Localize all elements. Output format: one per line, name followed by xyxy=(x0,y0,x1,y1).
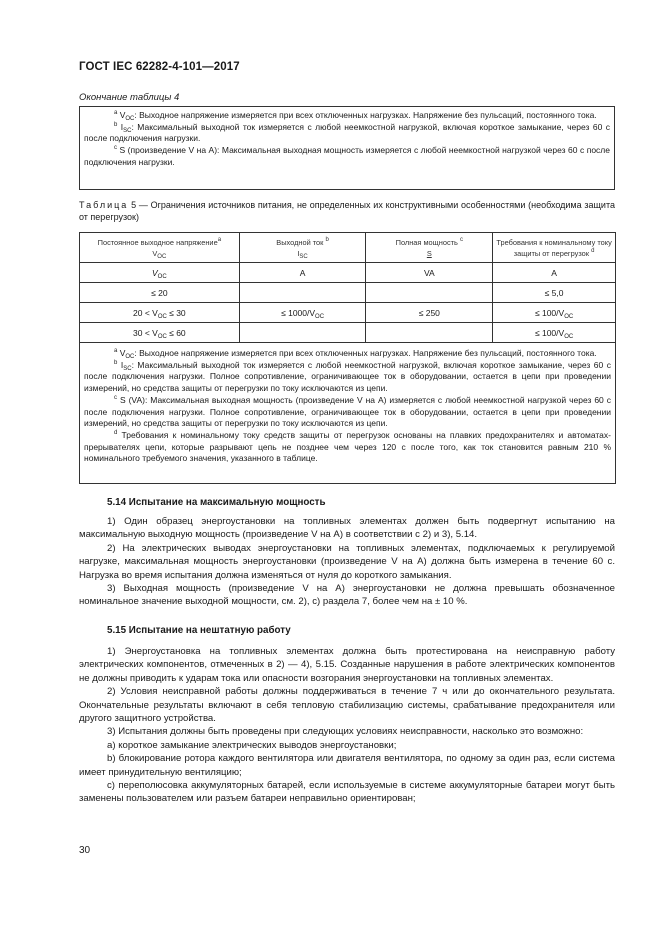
table4-footnote-c: $^c$ S (произведение V на А): Максимальная выходная мощность измеряется с любой неемкостной нагрузкой через 60 с после подключения нагрузки. xyxy=(84,145,610,167)
paragraph: 2) На электрических выводах энергоустановки на топливных элементах, подключаемых к регулируемой нагрузке, максимальная мощность энергоустановки (произведение V на А) должна быть измерена в течение 60 с. Нагрузка во время испытания должна изменяться от нуля до короткого замыкания. xyxy=(79,542,615,581)
table-cell: ≤ $1000/V_{OC}$ xyxy=(239,303,366,323)
table-cell: $V_{OC}$ xyxy=(80,263,240,283)
table-cell: ≤ 5,0 xyxy=(493,283,616,303)
list-item: a) короткое замыкание электрических выводов энергоустановки; xyxy=(107,739,397,751)
table5-header-row xyxy=(80,233,616,263)
table4-continuation-label: Окончание таблицы 4 xyxy=(79,92,180,103)
table5-header-power: Полная мощность $^c$ S xyxy=(366,233,493,263)
paragraph: 3) Выходная мощность (произведение V на А) энергоустановки не должна превышать обозначенное номинальное значение выходной мощности, см. 2), с) раздела 7, более чем на ± 10 %. xyxy=(79,583,615,608)
table5 xyxy=(79,232,616,343)
section-5-15 xyxy=(79,625,615,806)
table-row xyxy=(80,323,616,343)
table-cell: ≤ $100/V_{OC}$ xyxy=(493,303,616,323)
table5-header-voltage: Постоянное выходное напряжение$^a$ $V_{OC}$ xyxy=(80,233,240,263)
table-cell xyxy=(366,283,493,303)
table-cell xyxy=(239,323,366,343)
table-cell: ≤ 250 xyxy=(366,303,493,323)
table-cell: A xyxy=(239,263,366,283)
table5-footnote-c: $^c$ S (VA): Максимальная выходная мощность (произведение V на А) измеряется с любой неемкостной нагрузкой через 60 с после подключения нагрузки. Полное сопротивление, ограничивающее ток в оборудовании, остается в цепи при проведении измерений, но средства защиты от перегрузки по току исключаются из цепи. xyxy=(84,394,611,429)
list-item: b) блокирование ротора каждого вентилятора или двигателя вентилятора, по одному за один раз, если система имеет принудительную вентиляцию; xyxy=(79,753,615,778)
section-5-14-title: 5.14 Испытание на максимальную мощность xyxy=(107,497,326,508)
table4-footnotes xyxy=(79,106,615,190)
table4-footnote-a: $^a$ $V_{OC}$: Выходное напряжение измеряется при всех отключенных нагрузках. Напряжение без пульсаций, постоянного тока. xyxy=(114,110,597,122)
paragraph: 1) Энергоустановка на топливных элементах должна быть протестирована на неисправную работу электрических компонентов, отмеченных в 2) — 4), 5.15. Созданные нарушения в работе электрических компонентов не должны приводить к ударам тока или опасности возгорания энергоустановки на топливных элементах. xyxy=(79,646,615,684)
table5-footnotes xyxy=(79,343,616,484)
table-cell: ≤ $100/V_{OC}$ xyxy=(493,323,616,343)
section-5-15-title: 5.15 Испытание на нештатную работу xyxy=(107,625,291,636)
paragraph: 1) Один образец энергоустановки на топливных элементах должен быть подвергнут испытанию на максимальную выходную мощность (произведение V на А) в соответствии с 2) и 3), 5.14. xyxy=(79,516,615,541)
table-row xyxy=(80,283,616,303)
table5-footnote-a: $^a$ $V_{OC}$: Выходное напряжение измеряется при всех отключенных нагрузках. Напряжение без пульсаций, постоянного тока. xyxy=(114,348,597,360)
table4-footnote-b: $^b$ $I_{SC}$: Максимальный выходной ток измеряется с любой неемкостной нагрузкой, включая короткое замыкание, через 60 с после подключения нагрузки. xyxy=(84,121,610,144)
paragraph: 3) Испытания должны быть проведены при следующих условиях неисправности, насколько это возможно: xyxy=(107,726,584,738)
table-cell: $20 < V_{OC} \le 30$ xyxy=(80,303,240,323)
table-cell xyxy=(366,323,493,343)
section-5-14 xyxy=(79,497,615,609)
table-row xyxy=(80,303,616,323)
table-cell: VA xyxy=(366,263,493,283)
document-header: ГОСТ IEC 62282-4-101—2017 xyxy=(79,61,240,73)
list-item: c) переполюсовка аккумуляторных батарей, если используемые в системе аккумуляторные батареи могут быть заменены пользователем или разъем батареи неправильно ориентирован; xyxy=(79,780,615,805)
page-number: 30 xyxy=(79,845,91,856)
table5-footnote-d: $^d$ Требования к номинальному току средств защиты от перегрузок основаны на плавких предохранителях и автоматах-прерывателях цепи, которые разрывают цепь не позднее чем через 120 с после того, как ток становится равным 210 % номинального требуемого значения, указанного в таблице. xyxy=(84,429,611,464)
paragraph: 2) Условия неисправной работы должны поддерживаться в течение 7 ч или до окончательного результата. Окончательные результаты включают в себя тепловую стабилизацию системы, срабатывание предохранителя или другого защитного устройства. xyxy=(79,686,615,725)
table5-caption: Таблица 5 — Ограничения источников питания, не определенных их конструктивными особенностями (необходима защита от перегрузок) xyxy=(79,200,615,222)
table5-header-protection: Требования к номинальному току защиты от перегрузок $^d$ xyxy=(493,233,616,263)
table-cell xyxy=(239,283,366,303)
table5-header-current: Выходной ток $^b$ $I_{SC}$ xyxy=(239,233,366,263)
table-cell: ≤ 20 xyxy=(80,283,240,303)
table-row xyxy=(80,263,616,283)
table5-footnote-b: $^b$ $I_{SC}$: Максимальный выходной ток измеряется с любой неемкостной нагрузкой, включая короткое замыкание, через 60 с после подключения нагрузки. Полное сопротивление, ограничивающее ток в оборудовании, остается в цепи при проведении измерений, но средства защиты от перегрузки по току исключаются из цепи. xyxy=(84,359,611,394)
table-cell: $30 < V_{OC} \le 60$ xyxy=(80,323,240,343)
table-cell: A xyxy=(493,263,616,283)
